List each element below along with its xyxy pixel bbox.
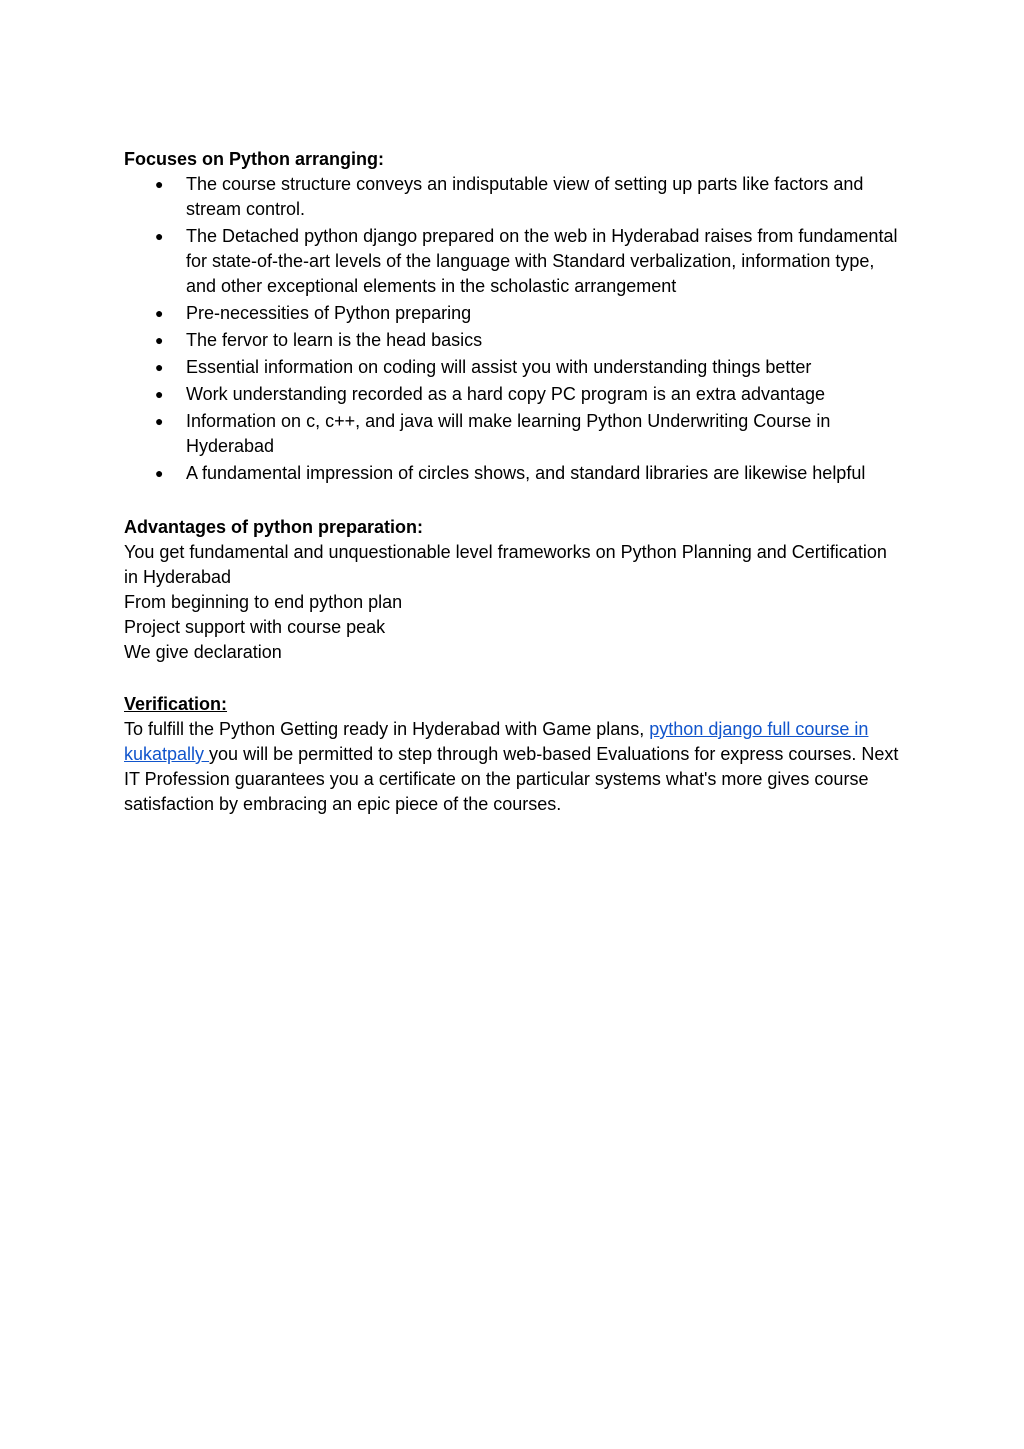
bullet-icon: ● — [155, 386, 164, 402]
list-item-text: A fundamental impression of circles shows, and standard libraries are likewise helpful — [186, 463, 866, 483]
list-item — [155, 328, 904, 353]
section-spacer — [124, 488, 904, 514]
verification-text-after-link: you will be permitted to step through web-based Evaluations for express courses. Next IT Profession guarantees you a certificate on the particular systems what's more gives course satisfaction by embracing an epic piece of the courses. — [124, 744, 899, 814]
bullet-icon: ● — [155, 413, 164, 429]
list-item-text: Work understanding recorded as a hard copy PC program is an extra advantage — [186, 384, 826, 404]
list-item-text: Pre-necessities of Python preparing — [186, 303, 472, 323]
list-item — [155, 301, 904, 326]
list-item — [155, 409, 904, 459]
section-heading-verification: Verification: — [124, 694, 228, 714]
section-heading-advantages: Advantages of python preparation: — [124, 517, 424, 537]
advantages-line: Project support with course peak — [124, 617, 386, 637]
list-item-text: Essential information on coding will assist you with understanding things better — [186, 357, 812, 377]
advantages-line: We give declaration — [124, 642, 282, 662]
bullet-icon: ● — [155, 228, 164, 244]
bullet-icon: ● — [155, 359, 164, 375]
list-item — [155, 172, 904, 222]
focuses-bullet-list — [124, 172, 904, 486]
list-item — [155, 382, 904, 407]
section-spacer — [124, 665, 904, 691]
list-item — [155, 224, 904, 299]
verification-text-before-link: To fulfill the Python Getting ready in Hyderabad with Game plans, — [124, 719, 650, 739]
bullet-icon: ● — [155, 332, 164, 348]
bullet-icon: ● — [155, 465, 164, 481]
bullet-icon: ● — [155, 305, 164, 321]
verification-paragraph — [124, 717, 904, 817]
list-item — [155, 355, 904, 380]
list-item-text: The fervor to learn is the head basics — [186, 330, 483, 350]
list-item-text: The course structure conveys an indisputable view of setting up parts like factors and stream control. — [186, 174, 864, 219]
list-item — [155, 461, 904, 486]
document-page — [124, 146, 904, 817]
list-item-text: Information on c, c++, and java will make learning Python Underwriting Course in Hyderabad — [186, 411, 831, 456]
course-link[interactable]: python django full course in kukatpally — [124, 719, 869, 764]
advantages-line: From beginning to end python plan — [124, 592, 403, 612]
advantages-line: You get fundamental and unquestionable level frameworks on Python Planning and Certification in Hyderabad — [124, 542, 887, 587]
list-item-text: The Detached python django prepared on the web in Hyderabad raises from fundamental for state-of-the-art levels of the language with Standard verbalization, information type, and other exceptional elements in the scholastic arrangement — [186, 226, 898, 296]
section-heading-focuses: Focuses on Python arranging: — [124, 149, 385, 169]
bullet-icon: ● — [155, 176, 164, 192]
